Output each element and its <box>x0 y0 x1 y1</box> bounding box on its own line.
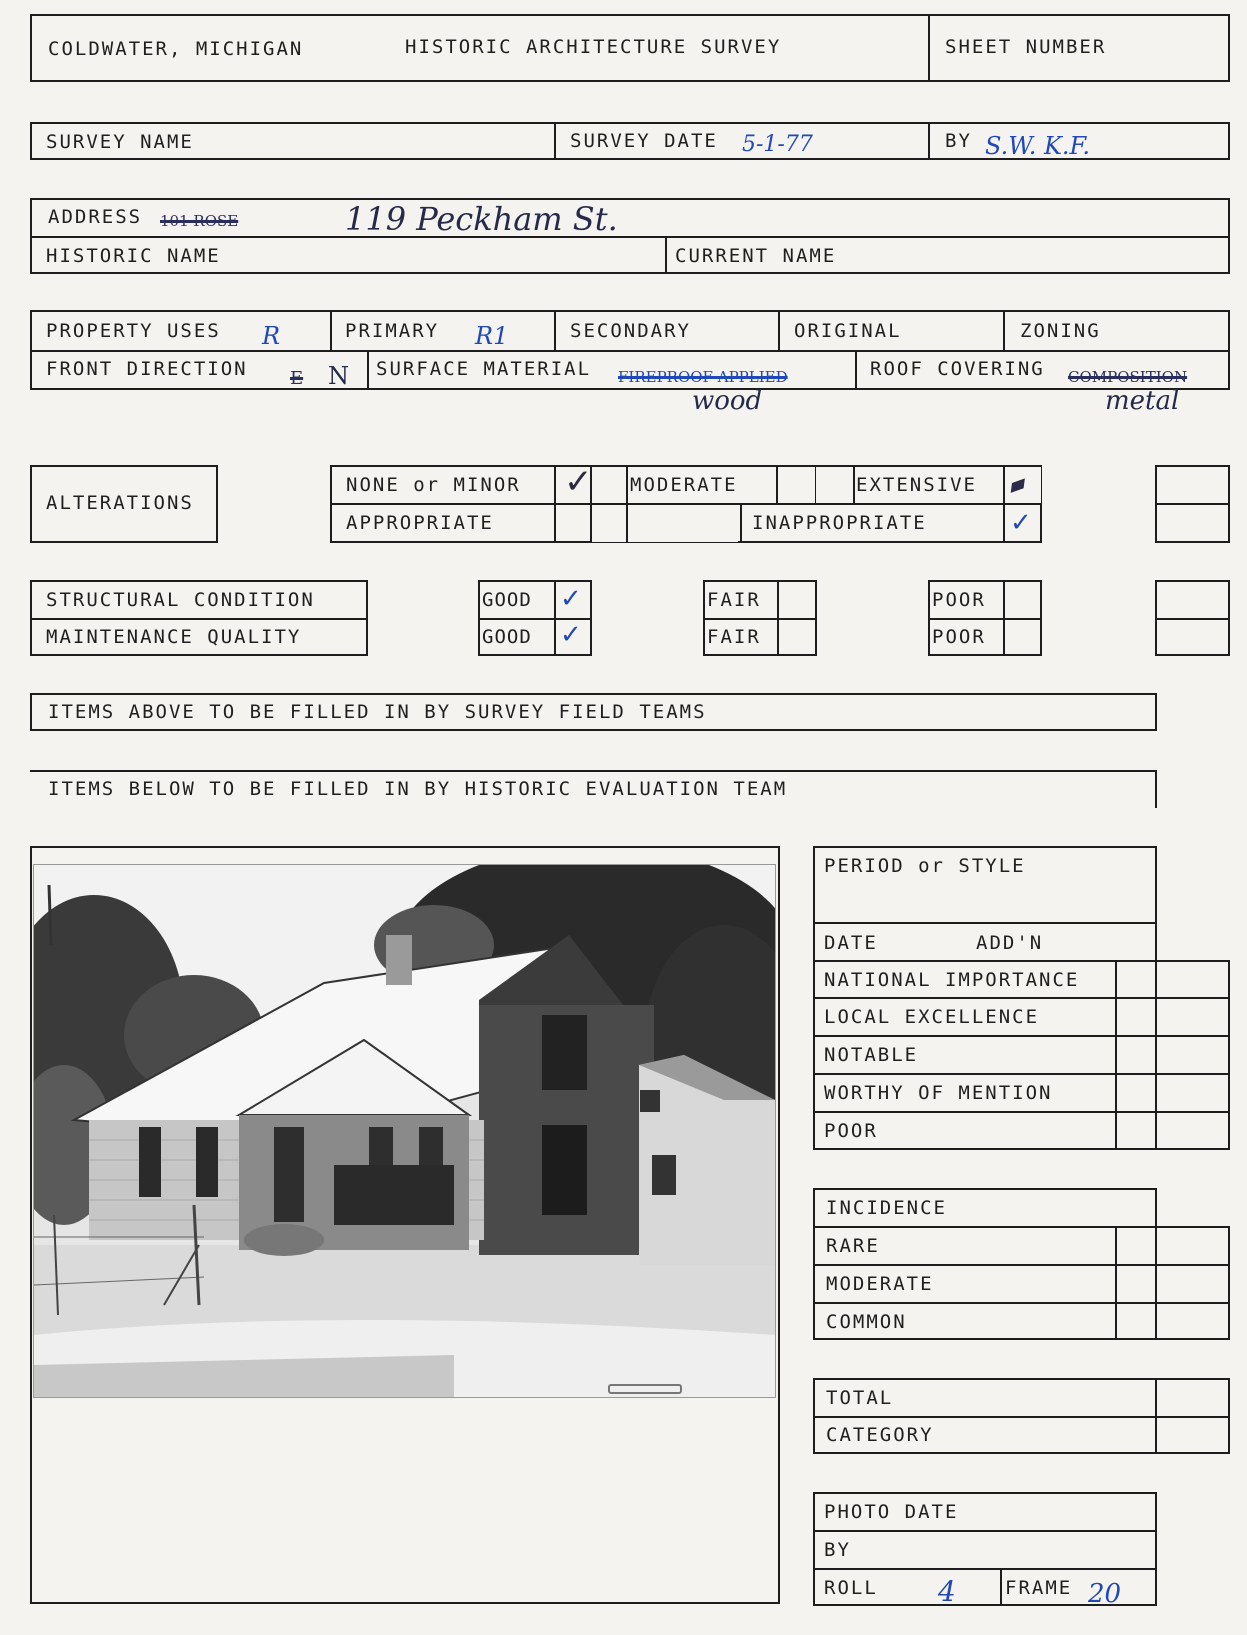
alt-moderate-label: MODERATE <box>630 474 738 496</box>
house-photo <box>33 864 776 1398</box>
current-name-label: CURRENT NAME <box>675 245 837 267</box>
note-below: ITEMS BELOW TO BE FILLED IN BY HISTORIC EVALUATION TEAM <box>48 778 788 800</box>
total-label: TOTAL <box>826 1387 894 1409</box>
survey-name-label: SURVEY NAME <box>46 131 194 153</box>
maintenance-good-label: GOOD <box>482 626 532 648</box>
by-label: BY <box>945 130 972 152</box>
zoning-label: ZONING <box>1020 320 1101 342</box>
roof-covering-struck: COMPOSITION <box>1068 368 1188 386</box>
incidence-moderate-label: MODERATE <box>826 1273 934 1295</box>
surface-material-value: wood <box>692 386 763 416</box>
by-value: S.W. K.F. <box>985 132 1091 160</box>
common-label: COMMON <box>826 1311 907 1333</box>
property-uses-label: PROPERTY USES <box>46 320 221 342</box>
roof-covering-label: ROOF COVERING <box>870 358 1045 380</box>
primary-label: PRIMARY <box>345 320 440 342</box>
structural-fair-label: FAIR <box>707 589 761 611</box>
period-style-label: PERIOD or STYLE <box>824 855 1026 877</box>
surface-material-label: SURFACE MATERIAL <box>376 358 592 380</box>
property-uses-value: R <box>262 322 281 350</box>
historic-name-label: HISTORIC NAME <box>46 245 221 267</box>
secondary-label: SECONDARY <box>570 320 691 342</box>
structural-poor-label: POOR <box>932 589 986 611</box>
frame-label: FRAME <box>1005 1577 1073 1599</box>
alt-extensive-scribble: ▰ <box>1003 467 1031 501</box>
alt-appropriate-label: APPROPRIATE <box>346 512 494 534</box>
alt-inappropriate-label: INAPPROPRIATE <box>752 512 927 534</box>
alt-extensive-label: EXTENSIVE <box>856 474 977 496</box>
rare-label: RARE <box>826 1235 880 1257</box>
address-struck-value: 101 ROSE <box>160 212 239 230</box>
front-direction-struck: E <box>290 368 304 389</box>
structural-good-label: GOOD <box>482 589 532 611</box>
alt-inappropriate-check: ✓ <box>1010 508 1032 538</box>
maintenance-good-check: ✓ <box>560 620 582 650</box>
original-label: ORIGINAL <box>794 320 902 342</box>
roof-covering-value: metal <box>1105 386 1180 416</box>
photo-by-label: BY <box>824 1539 851 1561</box>
roll-value: 4 <box>938 1575 956 1608</box>
national-importance-label: NATIONAL IMPORTANCE <box>824 969 1080 991</box>
eval-poor-label: POOR <box>824 1120 878 1142</box>
note-above: ITEMS ABOVE TO BE FILLED IN BY SURVEY FIELD TEAMS <box>48 701 707 723</box>
frame-value: 20 <box>1088 1579 1122 1609</box>
local-excellence-label: LOCAL EXCELLENCE <box>824 1006 1040 1028</box>
survey-date-label: SURVEY DATE <box>570 130 718 152</box>
structural-good-check: ✓ <box>560 584 582 614</box>
maintenance-quality-label: MAINTENANCE QUALITY <box>46 626 302 648</box>
alt-none-minor-check: ✓ <box>564 462 593 502</box>
address-label: ADDRESS <box>48 206 143 228</box>
alt-none-minor-label: NONE or MINOR <box>346 474 521 496</box>
worthy-of-mention-label: WORTHY OF MENTION <box>824 1082 1053 1104</box>
photo-date-label: PHOTO DATE <box>824 1501 959 1523</box>
eval-date-label: DATE <box>824 932 878 954</box>
eval-addn-label: ADD'N <box>976 932 1044 954</box>
survey-date-value: 5-1-77 <box>742 132 813 157</box>
primary-value: R1 <box>475 322 509 350</box>
form-title: HISTORIC ARCHITECTURE SURVEY <box>405 36 782 58</box>
sheet-number-label: SHEET NUMBER <box>945 36 1107 58</box>
notable-label: NOTABLE <box>824 1044 919 1066</box>
category-label: CATEGORY <box>826 1424 934 1446</box>
front-direction-value: N <box>328 362 349 390</box>
structural-condition-label: STRUCTURAL CONDITION <box>46 589 315 611</box>
surface-material-struck: FIREPROOF APPLIED <box>618 368 788 386</box>
maintenance-fair-label: FAIR <box>707 626 761 648</box>
address-value: 119 Peckham St. <box>345 200 618 238</box>
photo-paperclip <box>608 1384 682 1394</box>
roll-label: ROLL <box>824 1577 878 1599</box>
maintenance-poor-label: POOR <box>932 626 986 648</box>
city-title: COLDWATER, MICHIGAN <box>48 38 304 60</box>
front-direction-label: FRONT DIRECTION <box>46 358 248 380</box>
alterations-label: ALTERATIONS <box>46 492 194 514</box>
incidence-label: INCIDENCE <box>826 1197 947 1219</box>
